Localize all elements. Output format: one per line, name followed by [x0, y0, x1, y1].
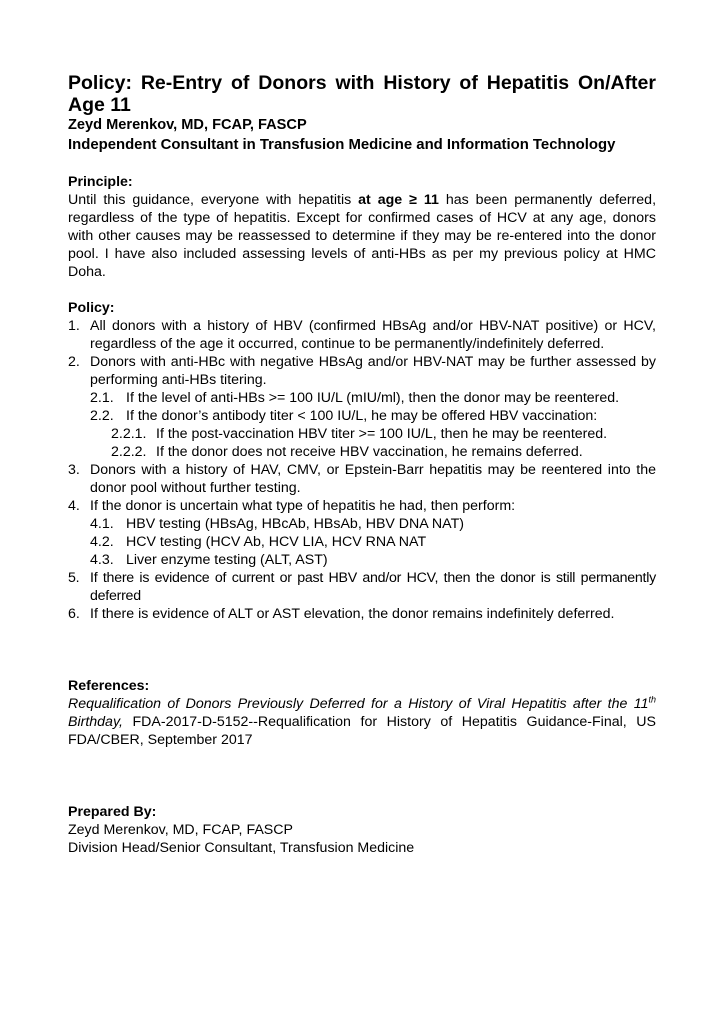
- item-text: If the donor does not receive HBV vaccination, he remains deferred.: [156, 444, 583, 460]
- reference-citation: [68, 695, 656, 749]
- policy-item-1: [68, 317, 656, 353]
- policy-item-3: [68, 461, 656, 497]
- item-text: If the donor’s antibody titer < 100 IU/L, he may be offered HBV vaccination:: [126, 408, 598, 424]
- policy-item-5: [68, 569, 656, 605]
- item-number: 2.2.: [90, 408, 114, 424]
- reference-title-end: Birthday,: [68, 714, 123, 730]
- policy-list: [68, 317, 656, 623]
- preparer-name: Zeyd Merenkov, MD, FCAP, FASCP: [68, 822, 293, 838]
- principle-text: [68, 191, 656, 281]
- reference-source: FDA-2017-D-5152--Requalification for History of Hepatitis Guidance-Final, US FDA/CBER, September 2017: [68, 714, 656, 748]
- item-text: Donors with a history of HAV, CMV, or Epstein-Barr hepatitis may be reentered into the donor pool without further testing.: [90, 462, 656, 496]
- item-text: HCV testing (HCV Ab, HCV LIA, HCV RNA NAT: [126, 534, 427, 550]
- policy-item-2: [68, 353, 656, 389]
- author-name: Zeyd Merenkov, MD, FCAP, FASCP: [68, 117, 307, 133]
- policy-item-6: [68, 605, 656, 623]
- reference-title-text: Requalification of Donors Previously Deferred for a History of Viral Hepatitis after the 11: [68, 696, 649, 712]
- item-number: 4.1.: [90, 516, 114, 532]
- item-number: 6.: [68, 606, 80, 622]
- item-text: If the post-vaccination HBV titer >= 100 IU/L, then he may be reentered.: [156, 426, 608, 442]
- item-text: If the level of anti-HBs >= 100 IU/L (mIU/ml), then the donor may be reentered.: [126, 390, 620, 406]
- title-line-1: Policy: Re-Entry of Donors with History of Hepatitis On/After: [68, 72, 656, 94]
- policy-item-2-2-2: [68, 443, 656, 461]
- item-text: If there is evidence of ALT or AST elevation, the donor remains indefinitely deferred.: [90, 606, 615, 622]
- item-text: HBV testing (HBsAg, HBcAb, HBsAb, HBV DNA NAT): [126, 516, 464, 532]
- reference-title-superscript: th: [648, 694, 656, 705]
- item-number: 1.: [68, 318, 80, 334]
- principle-text-start: Until this guidance, everyone with hepatitis: [68, 192, 359, 208]
- policy-item-4: [68, 497, 656, 515]
- item-number: 5.: [68, 570, 80, 586]
- item-number: 4.2.: [90, 534, 114, 550]
- author-affiliation: Independent Consultant in Transfusion Medicine and Information Technology: [68, 137, 616, 153]
- policy-item-2-2: [68, 407, 656, 425]
- item-number: 4.3.: [90, 552, 114, 568]
- item-number: 2.2.2.: [111, 444, 147, 460]
- policy-heading: Policy:: [68, 300, 115, 316]
- references-heading: References:: [68, 678, 150, 694]
- policy-item-4-2: [68, 533, 656, 551]
- policy-item-2-1: [68, 389, 656, 407]
- principle-text-end: has been permanently deferred, regardless of the type of hepatitis. Except for confirmed cases of HCV at any age, donors with other causes may be reassessed to determine if they may be re-entered into the donor pool. I have also included assessing levels of anti-HBs as per my previous policy at HMC Doha.: [68, 192, 657, 280]
- item-number: 4.: [68, 498, 80, 514]
- preparer-title: Division Head/Senior Consultant, Transfusion Medicine: [68, 840, 415, 856]
- item-number: 2.2.1.: [111, 426, 147, 442]
- prepared-by-heading: Prepared By:: [68, 804, 157, 820]
- policy-item-2-2-1: [68, 425, 656, 443]
- document-page: [68, 72, 656, 857]
- item-number: 3.: [68, 462, 80, 478]
- item-number: 2.1.: [90, 390, 114, 406]
- item-text: Donors with anti-HBc with negative HBsAg and/or HBV-NAT may be further assessed by performing anti-HBs titering.: [90, 354, 656, 388]
- principle-text-bold: at age ≥ 11: [358, 192, 439, 208]
- policy-item-4-1: [68, 515, 656, 533]
- item-text: All donors with a history of HBV (confirmed HBsAg and/or HBV-NAT positive) or HCV, regardless of the age it occurred, continue to be permanently/indefinitely deferred.: [90, 318, 656, 352]
- item-text: Liver enzyme testing (ALT, AST): [126, 552, 328, 568]
- item-text: If the donor is uncertain what type of hepatitis he had, then perform:: [90, 498, 516, 514]
- policy-item-4-3: [68, 551, 656, 569]
- principle-heading: Principle:: [68, 174, 133, 190]
- title-line-2: Age 11: [68, 94, 131, 116]
- document-title: [68, 72, 656, 116]
- item-number: 2.: [68, 354, 80, 370]
- item-text: If there is evidence of current or past HBV and/or HCV, then the donor is still permanently deferred: [90, 570, 656, 604]
